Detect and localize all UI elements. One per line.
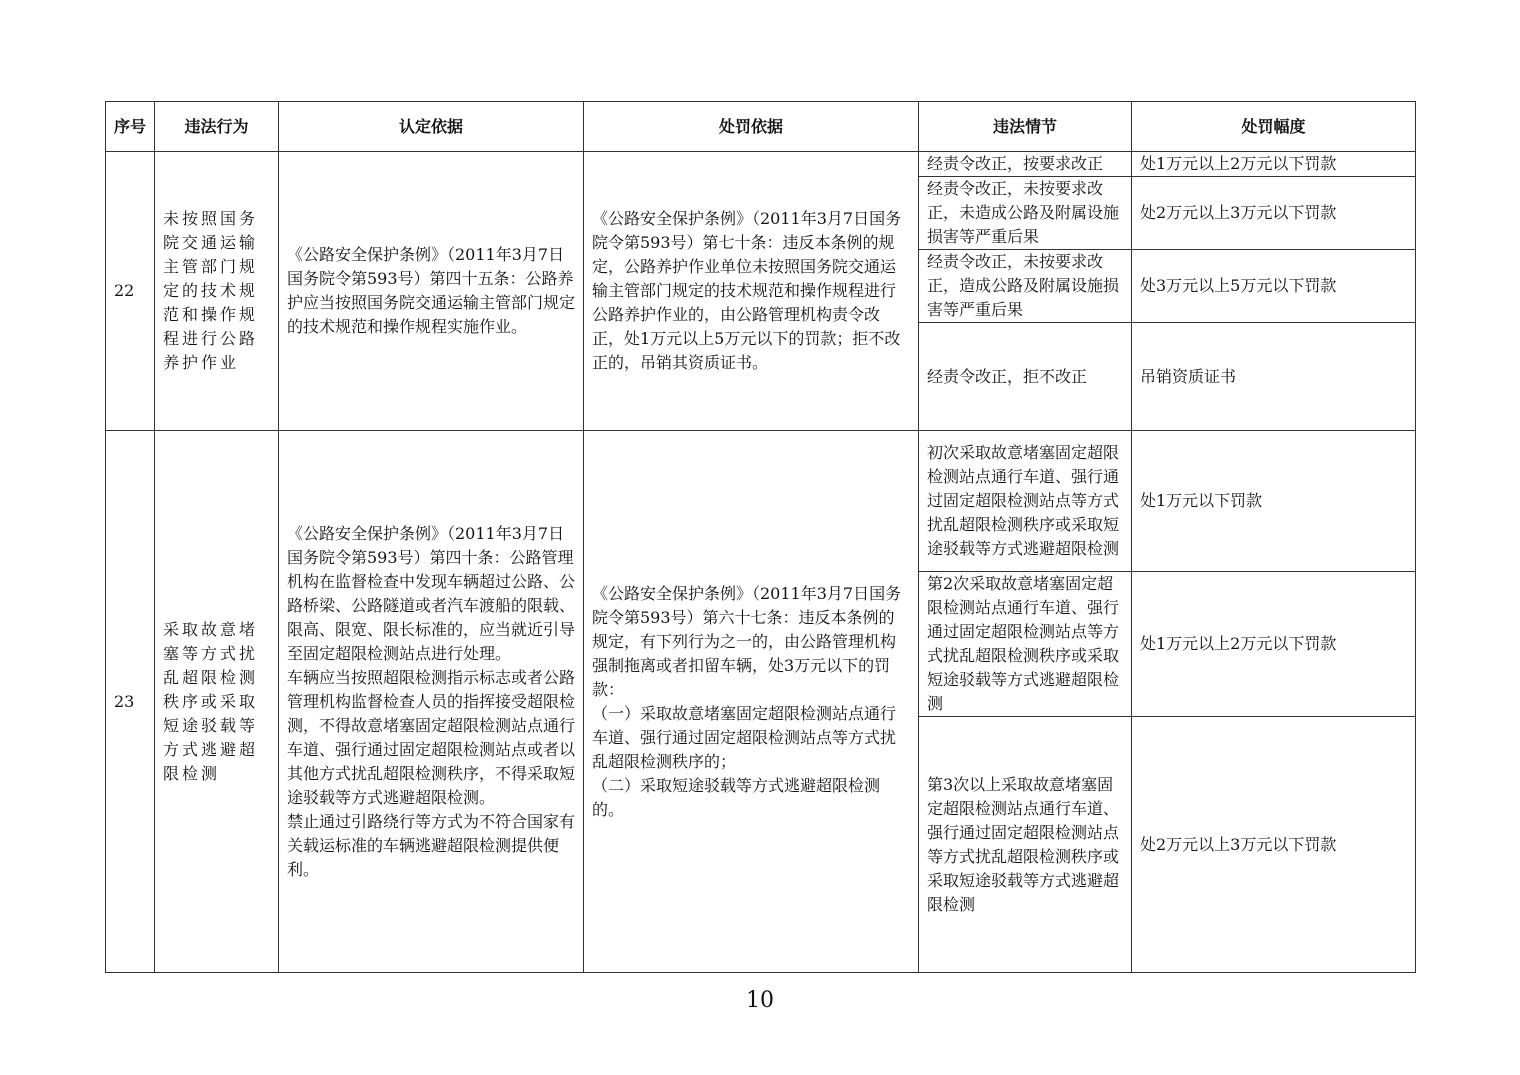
penalty-table <box>105 101 1416 973</box>
determination-basis: 《公路安全保护条例》（2011年3月7日国务院令第593号）第四十五条：公路养护应当按照国务院交通运输主管部门规定的技术规范和操作规程实施作业。 <box>279 152 584 431</box>
range-cell: 处3万元以上5万元以下罚款 <box>1132 250 1416 323</box>
range-cell: 处2万元以上3万元以下罚款 <box>1132 177 1416 250</box>
range-cell: 处1万元以下罚款 <box>1132 431 1416 572</box>
row-number: 23 <box>106 431 155 973</box>
circumstance-cell: 经责令改正，按要求改正 <box>919 152 1132 177</box>
header-range: 处罚幅度 <box>1132 102 1416 152</box>
circumstance-cell: 第3次以上采取故意堵塞固定超限检测站点通行车道、强行通过固定超限检测站点等方式扰乱超限检测秩序或采取短途驳载等方式逃避超限检测 <box>919 717 1132 973</box>
range-cell: 处2万元以上3万元以下罚款 <box>1132 717 1416 973</box>
circumstance-cell: 第2次采取故意堵塞固定超限检测站点通行车道、强行通过固定超限检测站点等方式扰乱超限检测秩序或采取短途驳载等方式逃避超限检测 <box>919 572 1132 717</box>
circumstance-cell: 初次采取故意堵塞固定超限检测站点通行车道、强行通过固定超限检测站点等方式扰乱超限检测秩序或采取短途驳载等方式逃避超限检测 <box>919 431 1132 572</box>
circumstance-cell: 经责令改正，未按要求改正，未造成公路及附属设施损害等严重后果 <box>919 177 1132 250</box>
header-row <box>106 102 1416 152</box>
header-no: 序号 <box>106 102 155 152</box>
circumstance-cell: 经责令改正，拒不改正 <box>919 323 1132 431</box>
row-number: 22 <box>106 152 155 431</box>
range-cell: 处1万元以上2万元以下罚款 <box>1132 572 1416 717</box>
page-number: 10 <box>746 988 774 1013</box>
penalty-basis: 《公路安全保护条例》（2011年3月7日国务院令第593号）第六十七条：违反本条例的规定，有下列行为之一的，由公路管理机构强制拖离或者扣留车辆，处3万元以下的罚款： （一）采取故意堵塞固定超限检测站点通行车道、强行通过固定超限检测站点等方式扰乱超限检测秩序的； （二）采取短途驳载等方式逃避超限检测的。 <box>584 431 919 973</box>
header-behavior: 违法行为 <box>155 102 279 152</box>
header-basis: 认定依据 <box>279 102 584 152</box>
range-cell: 处1万元以上2万元以下罚款 <box>1132 152 1416 177</box>
circumstance-cell: 经责令改正，未按要求改正，造成公路及附属设施损害等严重后果 <box>919 250 1132 323</box>
violation-behavior: 采取故意堵塞等方式扰乱超限检测秩序或采取短途驳载等方式逃避超限检测 <box>155 431 279 973</box>
header-circumstance: 违法情节 <box>919 102 1132 152</box>
determination-basis: 《公路安全保护条例》（2011年3月7日国务院令第593号）第四十条：公路管理机构在监督检查中发现车辆超过公路、公路桥梁、公路隧道或者汽车渡船的限载、限高、限宽、限长标准的，应当就近引导至固定超限检测站点进行处理。 车辆应当按照超限检测指示标志或者公路管理机构监督检查人员的指挥接受超限检测，不得故意堵塞固定超限检测站点通行车道、强行通过固定超限检测站点或者以其他方式扰乱超限检测秩序，不得采取短途驳载等方式逃避超限检测。 禁止通过引路绕行等方式为不符合国家有关载运标准的车辆逃避超限检测提供便利。 <box>279 431 584 973</box>
table-row <box>106 152 1416 177</box>
penalty-basis: 《公路安全保护条例》（2011年3月7日国务院令第593号）第七十条：违反本条例的规定，公路养护作业单位未按照国务院交通运输主管部门规定的技术规范和操作规程进行公路养护作业的，由公路管理机构责令改正，处1万元以上5万元以下的罚款；拒不改正的，吊销其资质证书。 <box>584 152 919 431</box>
table-row <box>106 431 1416 572</box>
violation-behavior: 未按照国务院交通运输主管部门规定的技术规范和操作规程进行公路养护作业 <box>155 152 279 431</box>
header-penalty-basis: 处罚依据 <box>584 102 919 152</box>
range-cell: 吊销资质证书 <box>1132 323 1416 431</box>
